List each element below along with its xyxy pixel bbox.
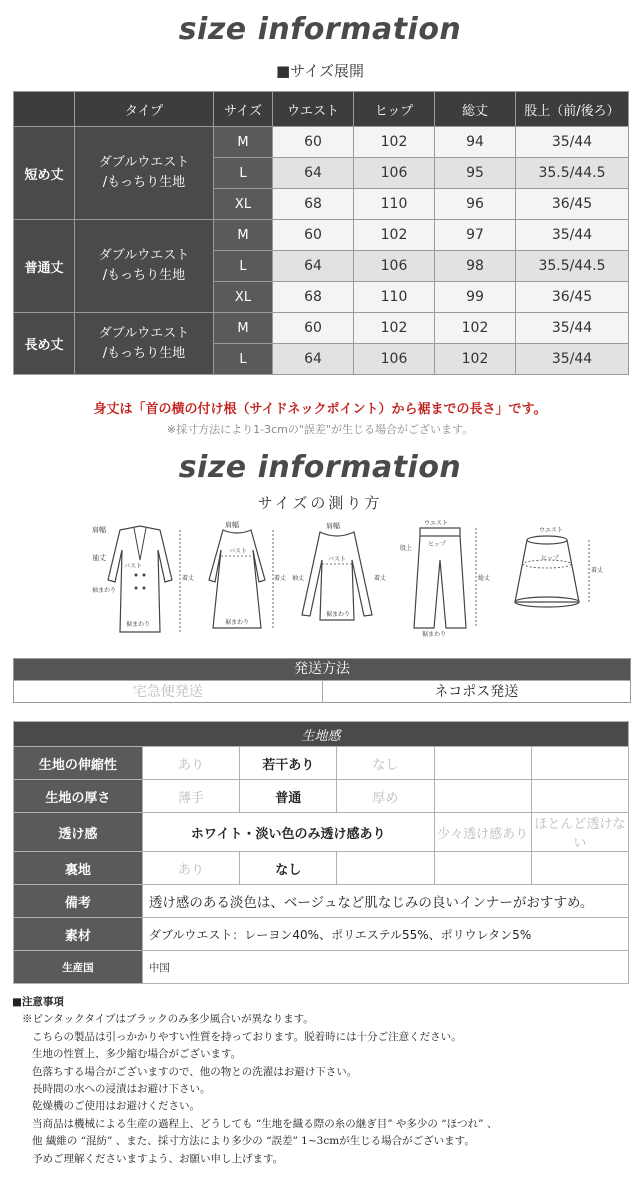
row-label: 裏地	[14, 852, 143, 885]
origin-text: 中国	[142, 951, 628, 984]
option-cell: あり	[142, 852, 239, 885]
skirt-figure	[505, 520, 604, 638]
option-cell-selected: ホワイト・淡い色のみ透け感あり	[142, 813, 434, 852]
size-cell: M	[214, 220, 273, 251]
size-cell: XL	[214, 282, 273, 313]
label-bust: バスト	[124, 563, 143, 570]
value-cell: 102	[354, 220, 435, 251]
value-cell: 110	[354, 189, 435, 220]
type-cell	[75, 220, 214, 313]
col-header: 股上（前/後ろ）	[516, 92, 629, 127]
value-cell: 106	[354, 251, 435, 282]
group-label: 普通丈	[14, 220, 75, 313]
label-bust: バスト	[328, 556, 347, 563]
shipping-method-box	[13, 658, 631, 703]
length-definition-note: 身丈は「首の横の付け根（サイドネックポイント）から裾までの長さ」です。	[93, 402, 547, 417]
row-label: 生地の伸縮性	[14, 747, 143, 780]
note-line: こちらの製品は引っかかりやすい性質を持っております。脱着時には十分ご注意ください。	[32, 1030, 462, 1043]
value-cell: 110	[354, 282, 435, 313]
note-line: 当商品は機械による生産の過程上、どうしても “生地を織る際の糸の継ぎ目” や多少の “ほつれ” 、	[32, 1117, 498, 1130]
label-hem: 裾まわり	[326, 611, 351, 618]
row-label: 透け感	[14, 813, 143, 852]
type-cell	[75, 127, 214, 220]
option-cell-selected: 普通	[240, 780, 337, 813]
value-cell: 35.5/44.5	[516, 158, 629, 189]
col-header: ヒップ	[354, 92, 435, 127]
note-line: ※ピンタックタイプはブラックのみ多少風合いが異なります。	[22, 1013, 314, 1026]
label-sleeve: 袖丈	[292, 575, 305, 582]
value-cell: 102	[435, 313, 516, 344]
col-header: ウエスト	[273, 92, 354, 127]
subheading-how-to-measure: サイズの測り方	[257, 494, 383, 512]
size-cell: M	[214, 313, 273, 344]
col-header: タイプ	[75, 92, 214, 127]
col-header: サイズ	[214, 92, 273, 127]
corner-cell	[14, 92, 75, 127]
option-cell-selected: なし	[240, 852, 337, 885]
label-hip: ヒップ	[541, 555, 559, 562]
type-line: /もっちり生地	[102, 268, 186, 283]
size-table	[13, 91, 629, 375]
label-waist: ウエスト	[424, 520, 449, 527]
empty-cell	[337, 852, 434, 885]
value-cell: 68	[273, 189, 354, 220]
empty-cell	[531, 852, 628, 885]
label-shoulder: 肩幅	[326, 522, 340, 530]
heading-size-information-2: size information	[178, 450, 462, 485]
label-hem: 裾まわり	[422, 631, 447, 638]
value-cell: 68	[273, 282, 354, 313]
remarks-text: 透け感のある淡色は、ベージュなど肌なじみの良いインナーがおすすめ。	[142, 885, 628, 918]
option-cell: ほとんど透けない	[531, 813, 628, 852]
option-cell: 薄手	[142, 780, 239, 813]
empty-cell	[531, 780, 628, 813]
material-text: ダブルウエスト：レーヨン40%、ポリエステル55%、ポリウレタン5%	[142, 918, 628, 951]
option-cell-selected: 若干あり	[240, 747, 337, 780]
fabric-feel-table	[13, 721, 629, 984]
shipping-title: 発送方法	[14, 659, 630, 680]
value-cell: 35/44	[516, 127, 629, 158]
notes-title: ■注意事項	[12, 996, 64, 1008]
value-cell: 60	[273, 313, 354, 344]
size-cell: L	[214, 251, 273, 282]
size-cell: XL	[214, 189, 273, 220]
value-cell: 64	[273, 158, 354, 189]
label-hip: ヒップ	[428, 541, 446, 548]
fabric-title: 生地感	[14, 722, 629, 747]
size-cell: L	[214, 344, 273, 375]
caution-notes	[12, 994, 497, 1168]
value-cell: 64	[273, 251, 354, 282]
value-cell: 97	[435, 220, 516, 251]
label-hem: 裾まわり	[225, 619, 250, 626]
value-cell: 102	[354, 127, 435, 158]
row-label: 備考	[14, 885, 143, 918]
type-line: /もっちり生地	[102, 345, 186, 361]
label-waist: ウエスト	[539, 527, 564, 534]
label-length: 着丈	[182, 575, 195, 582]
label-sleeve: 袖丈	[92, 554, 106, 562]
label-length: 着丈	[591, 567, 604, 574]
note-line: 長時間の水への浸漬はお避け下さい。	[32, 1083, 211, 1096]
type-line: ダブルウエスト	[98, 155, 190, 170]
size-cell: M	[214, 127, 273, 158]
option-cell: あり	[142, 747, 239, 780]
row-label: 素材	[14, 918, 143, 951]
empty-cell	[434, 780, 531, 813]
row-label: 生産国	[14, 951, 143, 984]
col-header: 総丈	[435, 92, 516, 127]
option-cell: 厚め	[337, 780, 434, 813]
note-line: 生地の性質上、多少縮む場合がございます。	[32, 1048, 242, 1061]
value-cell: 106	[354, 344, 435, 375]
pants-figure	[398, 520, 491, 638]
value-cell: 35.5/44.5	[516, 251, 629, 282]
value-cell: 106	[354, 158, 435, 189]
group-label: 長め丈	[14, 313, 75, 375]
value-cell: 102	[435, 344, 516, 375]
dress-figure	[195, 520, 287, 638]
shipping-option-takkyubin: 宅急便発送	[14, 680, 323, 702]
size-cell: L	[214, 158, 273, 189]
value-cell: 102	[354, 313, 435, 344]
label-length: 着丈	[374, 575, 387, 582]
measurement-figures	[80, 520, 604, 638]
value-cell: 98	[435, 251, 516, 282]
value-cell: 60	[273, 220, 354, 251]
note-line: 色落ちする場合がございますので、他の物との洗濯はお避け下さい。	[32, 1065, 358, 1078]
value-cell: 60	[273, 127, 354, 158]
value-cell: 35/44	[516, 313, 629, 344]
value-cell: 64	[273, 344, 354, 375]
value-cell: 95	[435, 158, 516, 189]
label-shoulder: 肩幅	[92, 526, 106, 534]
shipping-option-nekopos: ネコポス発送	[323, 680, 631, 702]
label-bust: バスト	[229, 548, 248, 555]
subheading-size-range: ■サイズ展開	[276, 62, 364, 80]
value-cell: 35/44	[516, 344, 629, 375]
value-cell: 36/45	[516, 282, 629, 313]
empty-cell	[434, 747, 531, 780]
value-cell: 94	[435, 127, 516, 158]
type-line: /もっちり生地	[102, 175, 186, 190]
label-length: 着丈	[274, 575, 287, 582]
note-line: 他 繊維の “混紡” 、また、採寸方法により多少の “誤差” 1~3cmが生じる場合がございます。	[32, 1135, 475, 1148]
row-label: 生地の厚さ	[14, 780, 143, 813]
note-line: 予めご理解くださいますよう、お願い申し上げます。	[32, 1152, 284, 1165]
option-cell: なし	[337, 747, 434, 780]
value-cell: 35/44	[516, 220, 629, 251]
label-rise: 股上	[400, 545, 413, 552]
type-line: ダブルウエスト	[98, 248, 190, 263]
value-cell: 96	[435, 189, 516, 220]
option-cell: 少々透け感あり	[434, 813, 531, 852]
type-line: ダブルウエスト	[98, 325, 190, 341]
measurement-error-note: ※採寸方法により1-3cmの"誤差"が生じる場合がございます。	[166, 423, 474, 436]
label-shoulder: 肩幅	[225, 521, 239, 529]
value-cell: 36/45	[516, 189, 629, 220]
label-hem: 裾まわり	[126, 621, 151, 628]
label-total: 総丈	[478, 575, 491, 582]
type-cell	[75, 313, 214, 375]
note-line: 乾燥機のご使用はお避けください。	[32, 1100, 200, 1113]
top-figure	[290, 520, 385, 638]
label-sleeve-hem: 袖まわり	[92, 587, 117, 594]
empty-cell	[531, 747, 628, 780]
empty-cell	[434, 852, 531, 885]
heading-size-information-1: size information	[178, 12, 462, 47]
group-label: 短め丈	[14, 127, 75, 220]
value-cell: 99	[435, 282, 516, 313]
coat-figure	[90, 520, 195, 638]
